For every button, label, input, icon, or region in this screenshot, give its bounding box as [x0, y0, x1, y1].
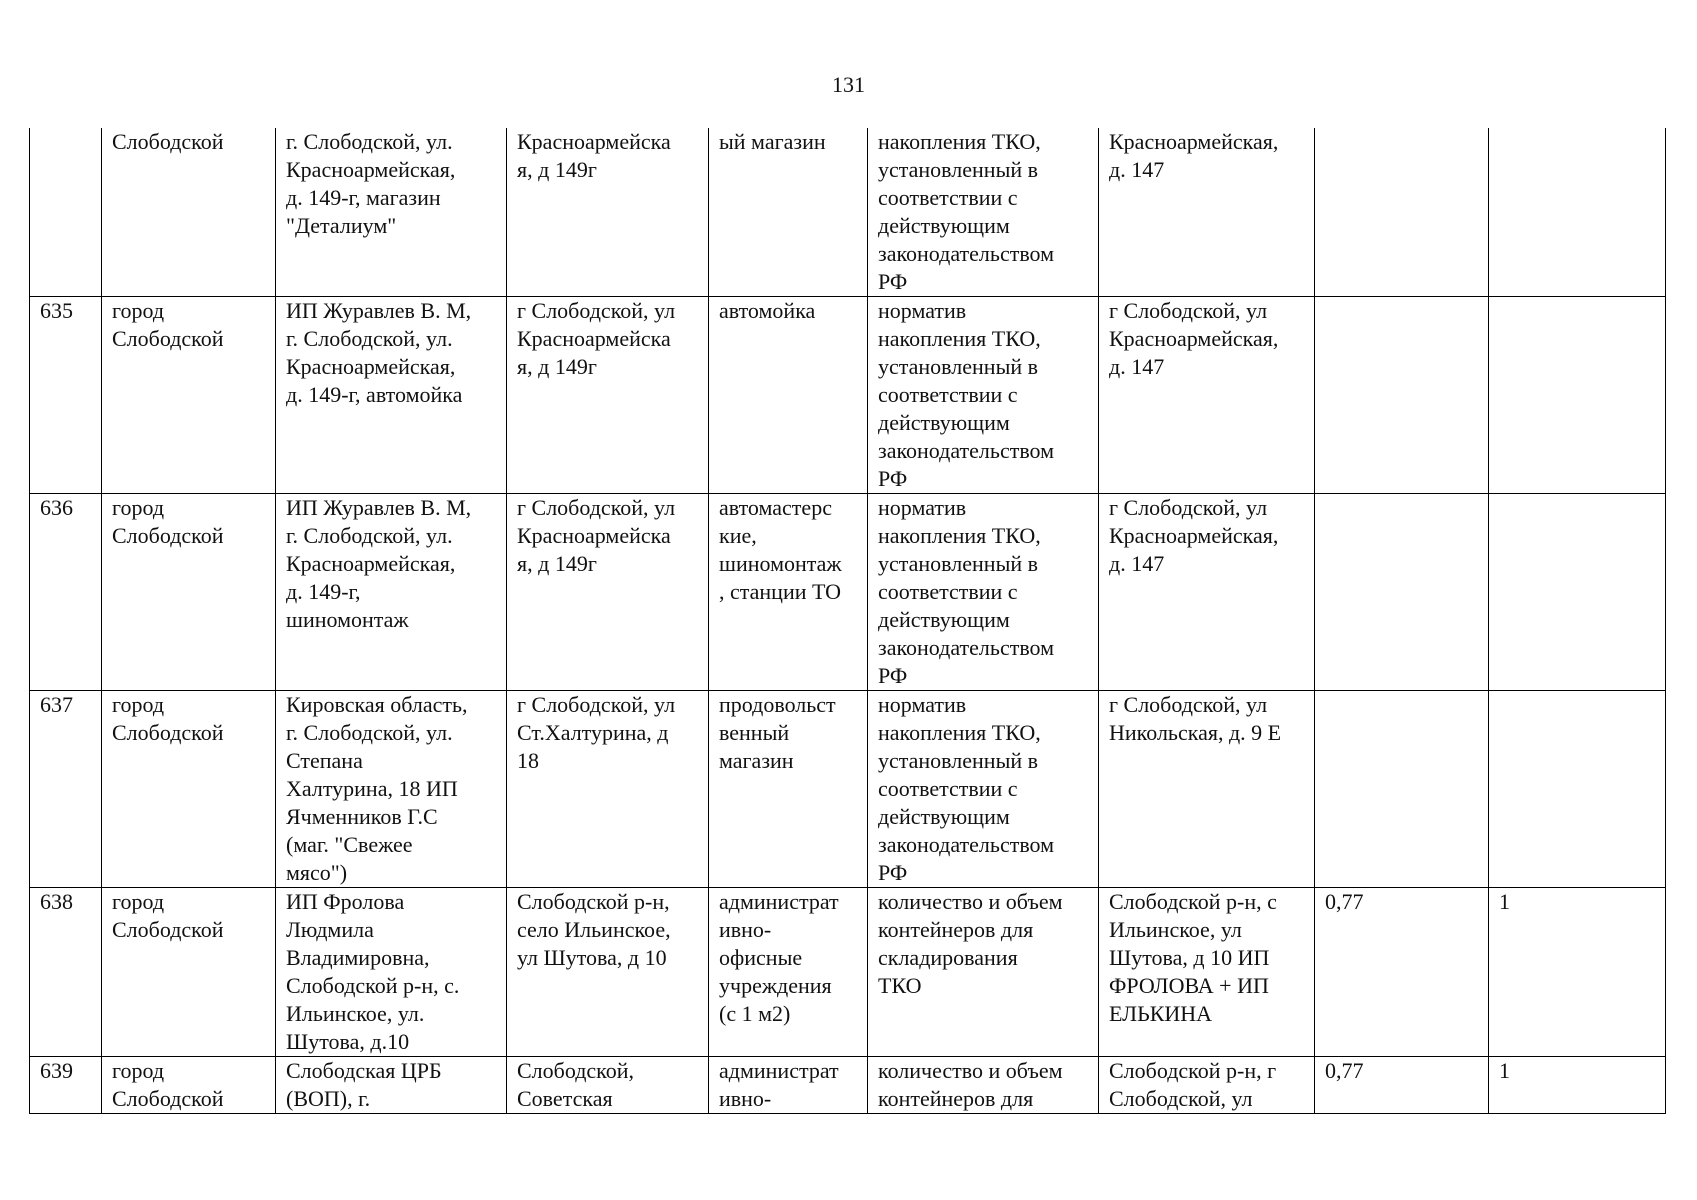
cell-container-volume: 0,77	[1315, 888, 1489, 1057]
cell-category: ый магазин	[709, 128, 868, 297]
cell-address: г Слободской, ул Красноармейска я, д 149г	[507, 494, 709, 691]
cell-category: администрат ивно- офисные учреждения (с 1 м2)	[709, 888, 868, 1057]
cell-category: продовольст венный магазин	[709, 691, 868, 888]
cell-accounting-method: накопления ТКО, установленный в соответствии с действующим законодательством РФ	[868, 128, 1099, 297]
cell-collection-site: Красноармейская, д. 147	[1099, 128, 1315, 297]
table-row	[30, 1057, 1666, 1114]
cell-container-volume	[1315, 297, 1489, 494]
table-row	[30, 691, 1666, 888]
cell-municipality: город Слободской	[102, 888, 276, 1057]
cell-address: Слободской р-н, село Ильинское, ул Шутова, д 10	[507, 888, 709, 1057]
cell-address: г Слободской, ул Ст.Халтурина, д 18	[507, 691, 709, 888]
cell-container-count: 1	[1489, 888, 1666, 1057]
cell-owner: ИП Журавлев В. М, г. Слободской, ул. Красноармейская, д. 149-г, шиномонтаж	[276, 494, 507, 691]
cell-municipality: Слободской	[102, 128, 276, 297]
cell-container-volume	[1315, 494, 1489, 691]
cell-owner: г. Слободской, ул. Красноармейская, д. 149-г, магазин "Деталиум"	[276, 128, 507, 297]
cell-municipality: город Слободской	[102, 1057, 276, 1114]
cell-collection-site: г Слободской, ул Красноармейская, д. 147	[1099, 494, 1315, 691]
cell-accounting-method: норматив накопления ТКО, установленный в соответствии с действующим законодательством РФ	[868, 494, 1099, 691]
cell-container-count	[1489, 128, 1666, 297]
cell-owner: Слободская ЦРБ (ВОП), г.	[276, 1057, 507, 1114]
cell-number	[30, 128, 102, 297]
cell-municipality: город Слободской	[102, 494, 276, 691]
cell-category: автомастерс кие, шиномонтаж , станции ТО	[709, 494, 868, 691]
table-row	[30, 494, 1666, 691]
cell-address: г Слободской, ул Красноармейска я, д 149г	[507, 297, 709, 494]
cell-category: автомойка	[709, 297, 868, 494]
cell-accounting-method: количество и объем контейнеров для	[868, 1057, 1099, 1114]
cell-container-count	[1489, 494, 1666, 691]
cell-number: 635	[30, 297, 102, 494]
cell-container-volume	[1315, 691, 1489, 888]
table-row	[30, 297, 1666, 494]
cell-owner: Кировская область, г. Слободской, ул. Степана Халтурина, 18 ИП Ячменников Г.С (маг. "Свежее мясо")	[276, 691, 507, 888]
cell-container-count	[1489, 297, 1666, 494]
cell-accounting-method: норматив накопления ТКО, установленный в соответствии с действующим законодательством РФ	[868, 691, 1099, 888]
cell-container-volume	[1315, 128, 1489, 297]
cell-accounting-method: норматив накопления ТКО, установленный в соответствии с действующим законодательством РФ	[868, 297, 1099, 494]
waste-sites-table	[29, 128, 1666, 1114]
cell-container-count	[1489, 691, 1666, 888]
cell-municipality: город Слободской	[102, 691, 276, 888]
cell-number: 638	[30, 888, 102, 1057]
cell-number: 636	[30, 494, 102, 691]
cell-owner: ИП Журавлев В. М, г. Слободской, ул. Красноармейская, д. 149-г, автомойка	[276, 297, 507, 494]
cell-container-volume: 0,77	[1315, 1057, 1489, 1114]
cell-container-count: 1	[1489, 1057, 1666, 1114]
cell-address: Красноармейска я, д 149г	[507, 128, 709, 297]
cell-collection-site: г Слободской, ул Никольская, д. 9 Е	[1099, 691, 1315, 888]
table-row	[30, 128, 1666, 297]
cell-collection-site: Слободской р-н, с Ильинское, ул Шутова, д 10 ИП ФРОЛОВА + ИП ЕЛЬКИНА	[1099, 888, 1315, 1057]
cell-address: Слободской, Советская	[507, 1057, 709, 1114]
page-number: 131	[832, 72, 865, 97]
cell-category: администрат ивно-	[709, 1057, 868, 1114]
cell-number: 637	[30, 691, 102, 888]
cell-municipality: город Слободской	[102, 297, 276, 494]
cell-number: 639	[30, 1057, 102, 1114]
cell-owner: ИП Фролова Людмила Владимировна, Слободской р-н, с. Ильинское, ул. Шутова, д.10	[276, 888, 507, 1057]
cell-collection-site: Слободской р-н, г Слободской, ул	[1099, 1057, 1315, 1114]
cell-collection-site: г Слободской, ул Красноармейская, д. 147	[1099, 297, 1315, 494]
table-row	[30, 888, 1666, 1057]
cell-accounting-method: количество и объем контейнеров для складирования ТКО	[868, 888, 1099, 1057]
